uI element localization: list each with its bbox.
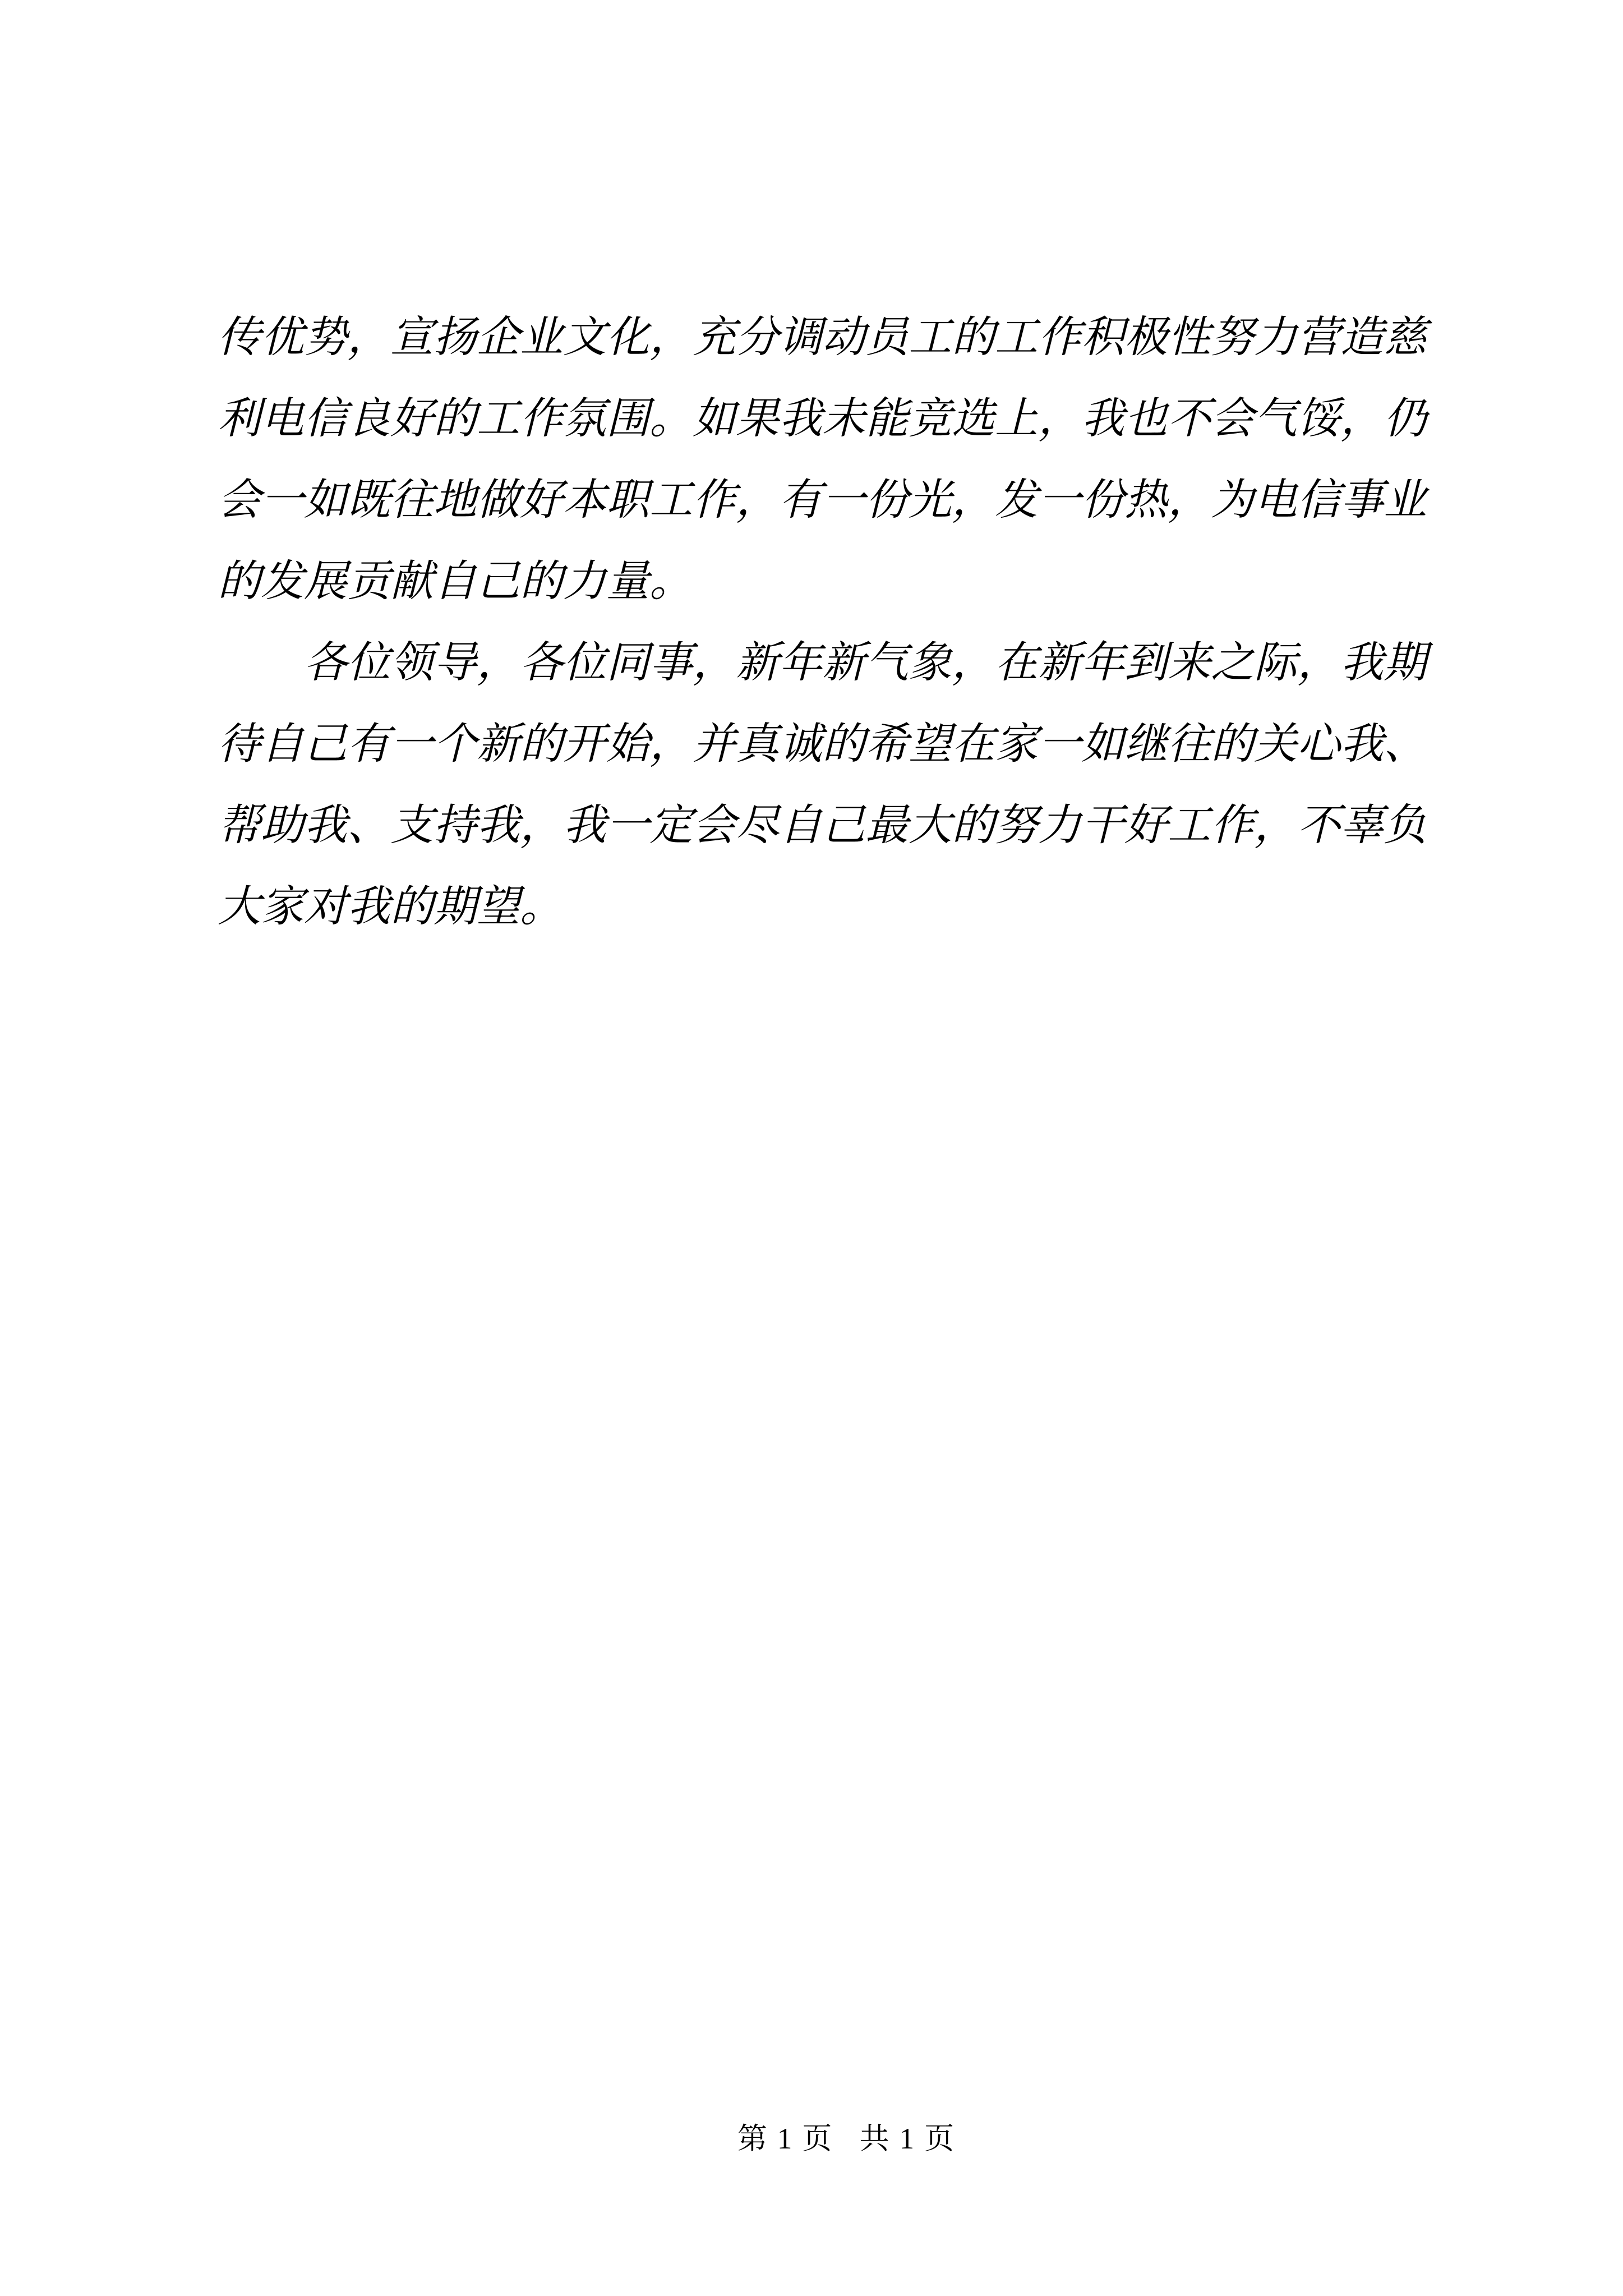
text-line: 帮助我、支持我，我一定会尽自己最大的努力干好工作，不辜负 bbox=[218, 801, 1427, 849]
text-line: 利电信良好的工作氛围。如果我未能竞选上，我也不会气馁，仍 bbox=[218, 394, 1427, 443]
text-line: 各位领导，各位同事，新年新气象，在新年到来之际，我期 bbox=[304, 638, 1427, 687]
text-line: 大家对我的期望。 bbox=[218, 882, 563, 931]
page-number-label: 第1页 共1页 bbox=[737, 2123, 965, 2155]
text-line: 待自己有一个新的开始，并真诚的希望在家一如继往的关心我、 bbox=[218, 720, 1427, 768]
text-line: 会一如既往地做好本职工作，有一份光，发一份热，为电信事业 bbox=[218, 476, 1427, 524]
text-line: 的发展贡献自己的力量。 bbox=[218, 557, 693, 605]
page-footer bbox=[0, 2122, 1623, 2156]
text-line: 传优势，宣扬企业文化，充分调动员工的工作积极性努力营造慈 bbox=[218, 313, 1427, 361]
body-lines bbox=[218, 297, 1435, 947]
